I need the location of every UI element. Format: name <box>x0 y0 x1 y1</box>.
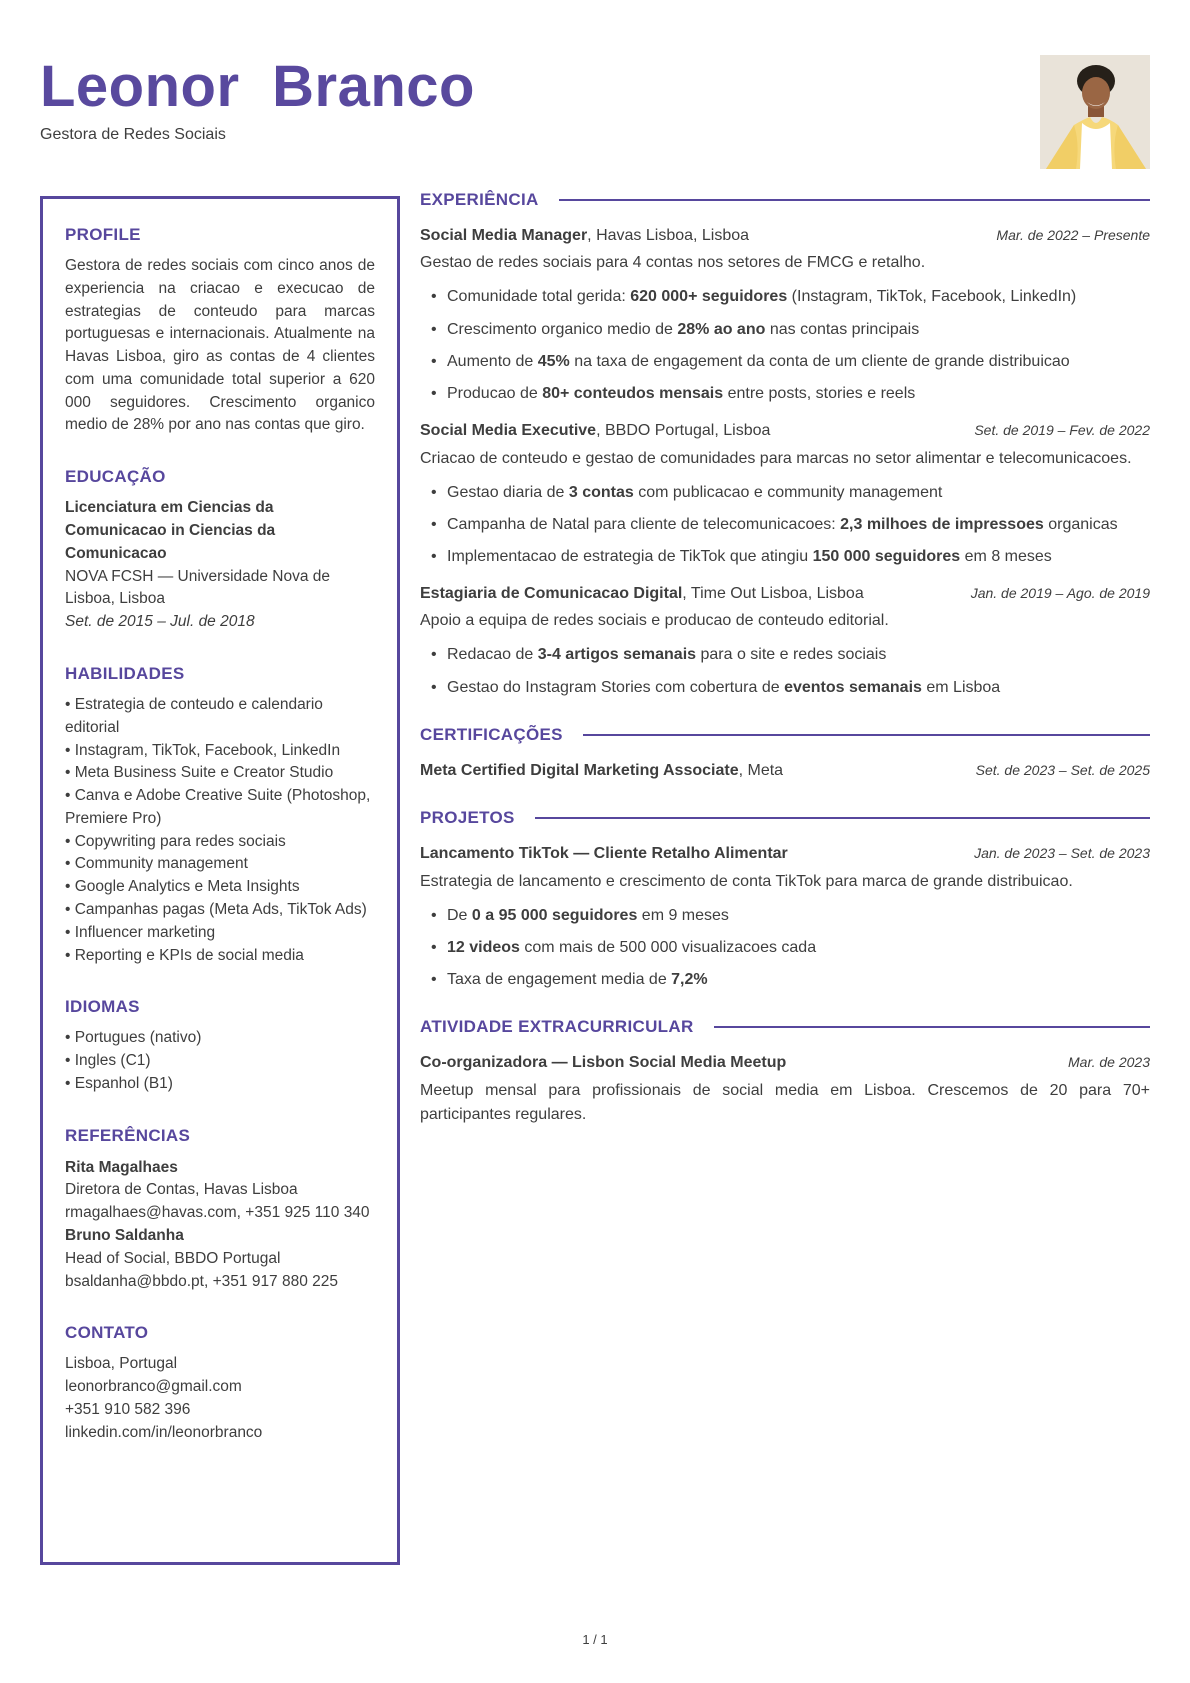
experience-heading: EXPERIÊNCIA <box>420 190 539 209</box>
sidebar <box>40 196 400 1565</box>
certifications-heading: CERTIFICAÇÕES <box>420 724 563 744</box>
job-summary: Apoio a equipa de redes sociais e producao de conteudo editorial. <box>420 612 889 630</box>
skill-item: • Canva e Adobe Creative Suite (Photoshop, Premiere Pro) <box>65 785 375 831</box>
section-experience-heading-row <box>420 190 1150 210</box>
job-bullet: • Implementacao de estrategia de TikTok que atingiu 150 000 seguidores em 8 meses <box>420 545 1150 568</box>
certification-header <box>420 760 1150 782</box>
job-bullet: • Gestao do Instagram Stories com cobertura de eventos semanais em Lisboa <box>420 676 1150 699</box>
job-header <box>420 583 1150 605</box>
contact-heading: CONTATO <box>65 1323 149 1343</box>
project-dates: Jan. de 2023 – Set. de 2023 <box>974 845 1150 862</box>
job-title <box>420 225 749 247</box>
footer <box>0 1632 1190 1647</box>
reference-contact: bsaldanha@bbdo.pt, +351 917 880 225 <box>65 1272 339 1290</box>
section-education <box>65 467 375 634</box>
job-bullet: • Crescimento organico medio de 28% ao ano nas contas principais <box>420 318 1150 341</box>
section-profile <box>65 225 375 437</box>
reference-name: Bruno Saldanha <box>65 1227 184 1245</box>
contact-location: Lisboa, Portugal <box>65 1355 178 1373</box>
section-rule <box>535 817 1150 819</box>
skill-item: • Meta Business Suite e Creator Studio <box>65 762 375 785</box>
reference-name: Rita Magalhaes <box>65 1158 178 1176</box>
skill-item: • Instagram, TikTok, Facebook, LinkedIn <box>65 740 375 763</box>
job-bullets <box>420 481 1150 569</box>
skill-item: • Estrategia de conteudo e calendario editorial <box>65 694 375 740</box>
project-bullet: • 12 videos com mais de 500 000 visualizacoes cada <box>420 936 1150 959</box>
job-title-company: , Havas Lisboa, Lisboa <box>587 227 750 244</box>
language-item: • Espanhol (B1) <box>65 1073 375 1096</box>
skill-item: • Influencer marketing <box>65 922 375 945</box>
projects-heading: PROJETOS <box>420 808 515 828</box>
contact-linkedin: linkedin.com/in/leonorbranco <box>65 1423 263 1441</box>
job-entry <box>420 225 1150 405</box>
main-column <box>420 190 1150 1127</box>
job-summary: Criacao de conteudo e gestao de comunidades para marcas no setor alimentar e telecomunicacoes. <box>420 449 1132 467</box>
job-header <box>420 420 1150 442</box>
skill-item: • Reporting e KPIs de social media <box>65 945 375 968</box>
job-bullets <box>420 643 1150 698</box>
job-dates: Jan. de 2019 – Ago. de 2019 <box>970 585 1150 602</box>
profile-heading: PROFILE <box>65 225 141 244</box>
job-entry <box>420 420 1150 568</box>
certification-entry <box>420 760 1150 782</box>
section-rule <box>714 1026 1150 1028</box>
job-title-company: , Time Out Lisboa, Lisboa <box>682 585 864 603</box>
job-header <box>420 225 1150 247</box>
skill-item: • Community management <box>65 853 375 876</box>
activity-entry <box>420 1052 1150 1126</box>
job-bullet: • Comunidade total gerida: 620 000+ seguidores (Instagram, TikTok, Facebook, LinkedIn) <box>420 285 1150 308</box>
activity-header <box>420 1052 1150 1074</box>
project-bullet: • De 0 a 95 000 seguidores em 9 meses <box>420 904 1150 927</box>
reference-role: Diretora de Contas, Havas Lisboa <box>65 1180 298 1198</box>
section-certifications-heading-row <box>420 725 1150 745</box>
job-bullet: • Aumento de 45% na taxa de engagement da conta de um cliente de grande distribuicao <box>420 350 1150 373</box>
contact-email: leonorbranco@gmail.com <box>65 1378 242 1396</box>
header <box>40 54 1150 144</box>
education-heading: EDUCAÇÃO <box>65 467 166 487</box>
language-item: • Portugues (nativo) <box>65 1027 375 1050</box>
activity-name: Co-organizadora — Lisbon Social Media Meetup <box>420 1054 787 1072</box>
reference-entry <box>65 1224 375 1293</box>
project-title <box>420 843 788 865</box>
references-heading: REFERÊNCIAS <box>65 1125 191 1145</box>
reference-contact: rmagalhaes@havas.com, +351 925 110 340 <box>65 1203 370 1221</box>
job-bullets <box>420 285 1150 405</box>
job-bullet: • Producao de 80+ conteudos mensais entre posts, stories e reels <box>420 382 1150 405</box>
project-entry <box>420 843 1150 991</box>
section-contact <box>65 1323 375 1444</box>
project-bullet: • Taxa de engagement media de 7,2% <box>420 968 1150 991</box>
section-rule <box>583 734 1150 736</box>
job-title-role: Social Media Manager <box>420 227 588 244</box>
skills-heading: HABILIDADES <box>65 663 185 683</box>
education-school: NOVA FCSH — Universidade Nova de Lisboa, Lisboa <box>65 567 331 608</box>
project-name: Lancamento TikTok — Cliente Retalho Alimentar <box>420 845 788 863</box>
profile-photo <box>1040 55 1150 169</box>
certification-issuer: , Meta <box>738 761 784 779</box>
section-rule <box>559 199 1150 201</box>
section-activity-heading-row <box>420 1017 1150 1037</box>
job-summary: Gestao de redes sociais para 4 contas nos setores de FMCG e retalho. <box>420 254 926 272</box>
job-title <box>420 583 864 605</box>
certification-title <box>420 760 783 782</box>
reference-entry <box>65 1156 375 1225</box>
education-dates: Set. de 2015 – Jul. de 2018 <box>65 613 255 631</box>
person-name: Leonor Branco <box>40 54 475 119</box>
activity-title <box>420 1052 786 1074</box>
education-degree: Licenciatura em Ciencias da Comunicacao in Ciencias da Comunicacao <box>65 499 276 562</box>
project-header <box>420 843 1150 865</box>
job-title-role: Estagiaria de Comunicacao Digital <box>420 585 683 603</box>
skill-item: • Copywriting para redes sociais <box>65 831 375 854</box>
project-summary: Estrategia de lancamento e crescimento de conta TikTok para marca de grande distribuicao. <box>420 872 1073 890</box>
activity-summary: Meetup mensal para profissionais de social media em Lisboa. Crescemos de 20 para 70+ participantes regulares. <box>420 1081 1150 1123</box>
page-indicator: 1 / 1 <box>582 1632 608 1647</box>
job-dates: Mar. de 2022 – Presente <box>996 227 1150 243</box>
languages-heading: IDIOMAS <box>65 997 140 1017</box>
certification-name: Meta Certified Digital Marketing Associate <box>420 761 739 779</box>
person-job-title: Gestora de Redes Sociais <box>40 126 226 143</box>
contact-phone: +351 910 582 396 <box>65 1400 191 1418</box>
job-bullet: • Campanha de Natal para cliente de telecomunicacoes: 2,3 milhoes de impressoes organicas <box>420 513 1150 536</box>
project-bullets <box>420 904 1150 992</box>
job-bullet: • Redacao de 3-4 artigos semanais para o site e redes sociais <box>420 643 1150 666</box>
job-entry <box>420 583 1150 699</box>
section-languages <box>65 997 375 1095</box>
job-title <box>420 420 770 442</box>
reference-role: Head of Social, BBDO Portugal <box>65 1249 281 1267</box>
skill-item: • Google Analytics e Meta Insights <box>65 876 375 899</box>
certification-dates: Set. de 2023 – Set. de 2025 <box>975 761 1150 778</box>
profile-photo-illustration <box>1040 55 1150 169</box>
job-title-role: Social Media Executive <box>420 422 597 440</box>
job-bullet: • Gestao diaria de 3 contas com publicacao e community management <box>420 481 1150 504</box>
profile-text: Gestora de redes sociais com cinco anos de experiencia na criacao e execucao de estrategias de conteudo para marcas portuguesas e internacionais. Atualmente na Havas Lisboa, giro as contas de 4 clientes com uma comunidade total superior a 620 000 seguidores. Crescimento organico medio de 28% por ano nas contas que giro. <box>65 257 375 434</box>
language-item: • Ingles (C1) <box>65 1050 375 1073</box>
section-references <box>65 1126 375 1294</box>
activity-heading: ATIVIDADE EXTRACURRICULAR <box>420 1017 694 1037</box>
section-projects-heading-row <box>420 808 1150 828</box>
skill-item: • Campanhas pagas (Meta Ads, TikTok Ads) <box>65 899 375 922</box>
job-title-company: , BBDO Portugal, Lisboa <box>596 422 771 440</box>
job-dates: Set. de 2019 – Fev. de 2022 <box>974 422 1150 439</box>
section-skills <box>65 664 375 967</box>
activity-dates: Mar. de 2023 <box>1068 1054 1150 1071</box>
